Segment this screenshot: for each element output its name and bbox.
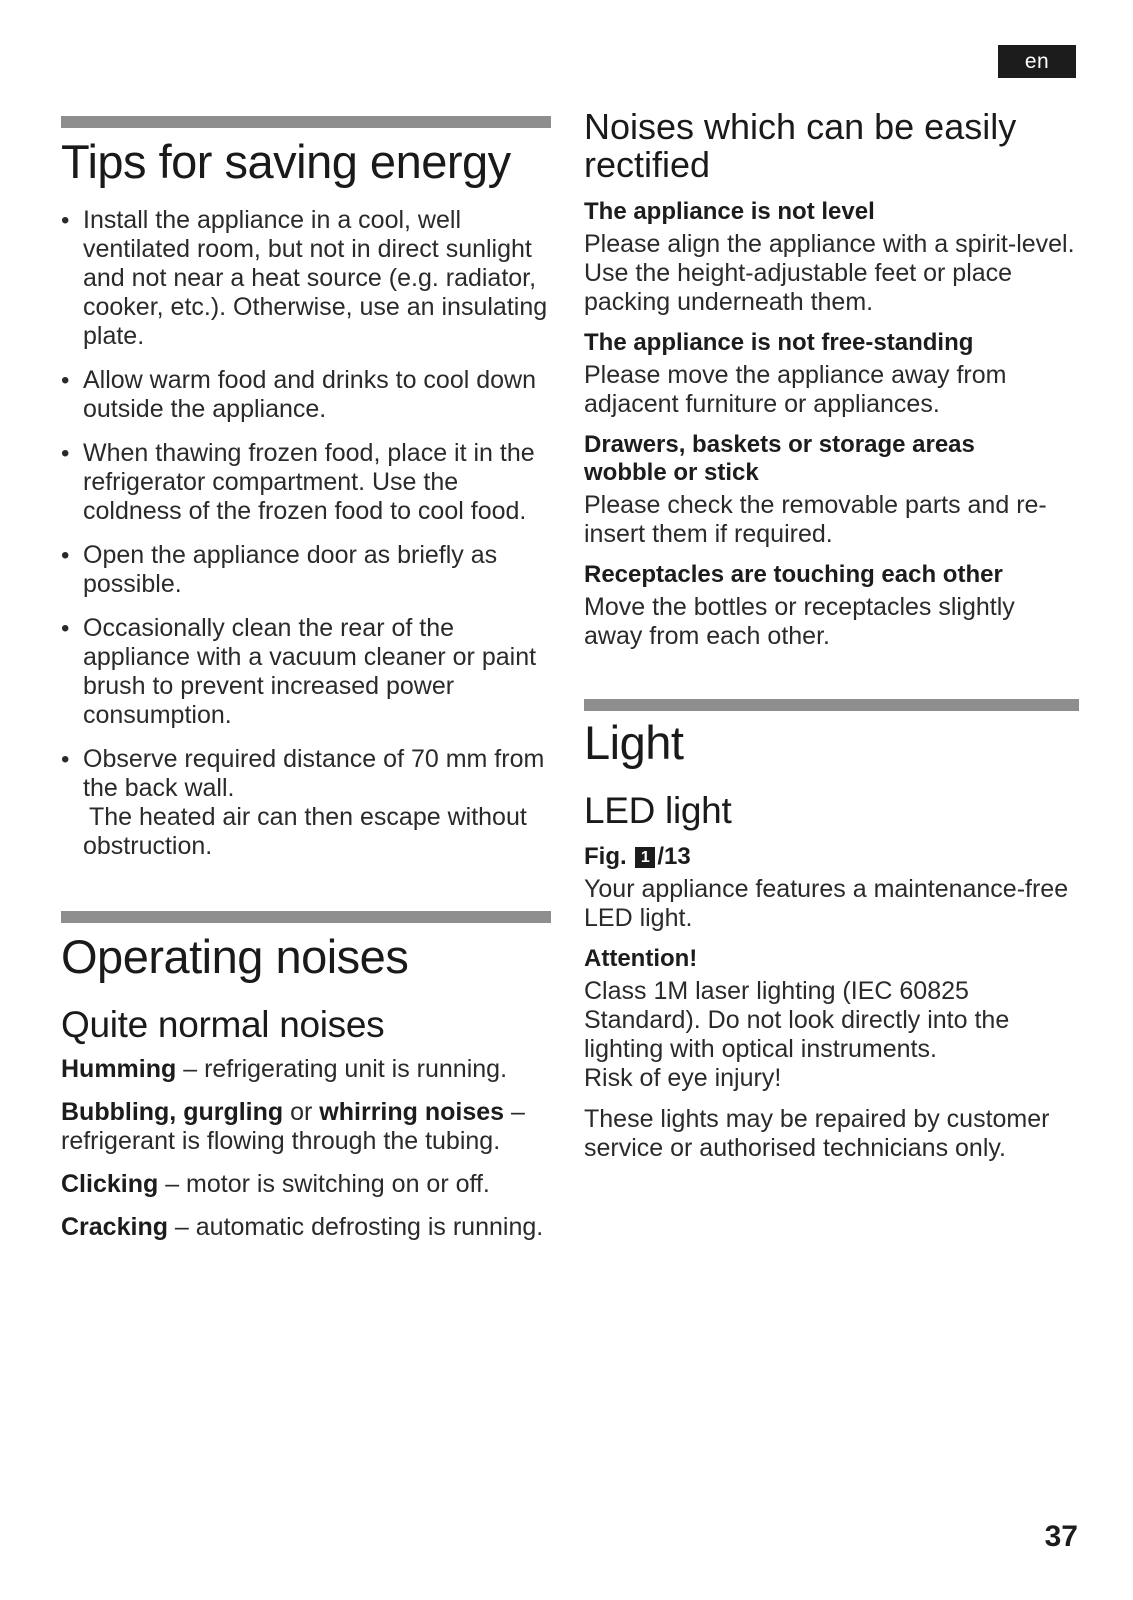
tip-item-note: The heated air can then escape without obstruction. (83, 803, 527, 860)
noise-term: Cracking (61, 1213, 168, 1241)
noise-term: Clicking (61, 1170, 159, 1198)
noise-list (61, 1055, 551, 1242)
fig-number-badge: 1 (635, 847, 655, 868)
figure-reference (584, 843, 1079, 871)
tip-item: • Install the appliance in a cool, well ventilated room, but not in direct sunlight and not near a heat source (e.g. radiator, cooker, etc.). Otherwise, use an insulating plate. (61, 206, 551, 351)
page-number: 37 (1044, 1520, 1078, 1553)
fig-suffix: /13 (657, 843, 691, 870)
rectified-entry (584, 198, 1079, 317)
right-column (584, 108, 1079, 1163)
tips-title: Tips for saving energy (61, 135, 511, 188)
rectified-heading: Drawers, baskets or storage areas wobble or stick (584, 431, 975, 486)
noise-cracking (61, 1213, 551, 1242)
noise-clicking (61, 1170, 551, 1199)
noise-desc: – automatic defrosting is running. (167, 1213, 544, 1241)
rectified-text: Please align the appliance with a spirit-level. Use the height-adjustable feet or place packing underneath them. (584, 230, 1075, 316)
attention-heading: Attention! (584, 945, 698, 972)
language-tag: en (998, 45, 1076, 78)
rectified-heading: Receptacles are touching each other (584, 561, 1003, 588)
noise-desc: – motor is switching on or off. (158, 1170, 490, 1198)
rectified-entry (584, 561, 1079, 651)
rectified-text: Please check the removable parts and re-insert them if required. (584, 491, 1047, 548)
tips-list (61, 206, 551, 861)
tip-item: • When thawing frozen food, place it in the refrigerator compartment. Use the coldness of the frozen food to cool food. (61, 439, 551, 526)
noise-term: Bubbling, gurgling (61, 1098, 284, 1126)
tip-item (61, 745, 551, 861)
rectified-text: Move the bottles or receptacles slightly away from each other. (584, 593, 1015, 650)
attention-text: Class 1M laser lighting (IEC 60825 Standard). Do not look directly into the lighting with optical instruments. (584, 977, 1010, 1063)
rectified-title: Noises which can be easily rectified (584, 106, 1017, 185)
noise-term: whirring noises (319, 1098, 505, 1126)
operating-noises-title: Operating noises (61, 930, 409, 983)
noise-desc: – refrigerating unit is running. (176, 1055, 508, 1083)
noise-humming (61, 1055, 551, 1084)
noise-term: Humming (61, 1055, 177, 1083)
rectified-heading: The appliance is not free-standing (584, 329, 974, 356)
light-intro: Your appliance features a maintenance-free LED light. (584, 875, 1069, 932)
tip-item-text: Observe required distance of 70 mm from the back wall. (83, 745, 545, 802)
section-rule (61, 116, 551, 128)
rectified-text: Please move the appliance away from adjacent furniture or appliances. (584, 361, 1007, 418)
tip-item: • Open the appliance door as briefly as possible. (61, 541, 551, 599)
light-title: Light (584, 716, 684, 769)
fig-prefix: Fig. (584, 843, 627, 870)
section-rule (584, 699, 1079, 711)
rectified-entry (584, 329, 1079, 419)
normal-noises-subtitle: Quite normal noises (61, 1004, 385, 1045)
tip-item: • Occasionally clean the rear of the appliance with a vacuum cleaner or paint brush to prevent increased power consumption. (61, 614, 551, 730)
noise-desc: – refrigerant is flowing through the tubing. (61, 1098, 525, 1155)
rectified-entry (584, 431, 1079, 549)
section-rule (61, 911, 551, 923)
noise-or: or (283, 1098, 320, 1126)
tip-item: • Allow warm food and drinks to cool down outside the appliance. (61, 366, 551, 424)
noise-bubbling (61, 1098, 551, 1156)
repair-text: These lights may be repaired by customer service or authorised technicians only. (584, 1105, 1050, 1162)
rectified-heading: The appliance is not level (584, 198, 875, 225)
led-light-subtitle: LED light (584, 790, 732, 831)
attention-risk: Risk of eye injury! (584, 1064, 782, 1092)
left-column (61, 116, 551, 1256)
